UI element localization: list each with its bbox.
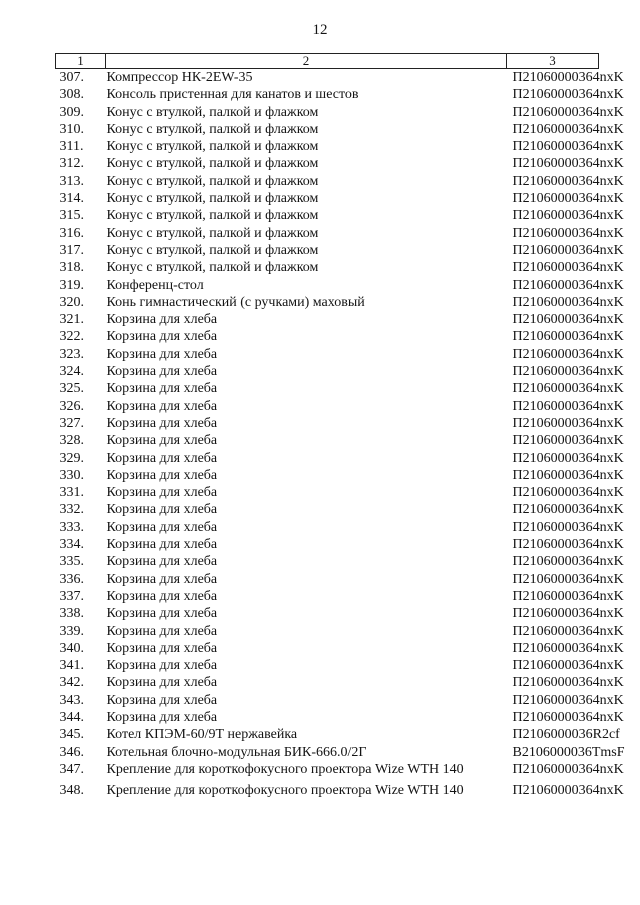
table-row <box>56 294 599 311</box>
row-code: П21060000364nxK <box>512 658 624 674</box>
row-number: 337. <box>59 588 84 604</box>
row-code: П21060000364nxK <box>512 312 624 328</box>
row-number: 327. <box>59 415 84 431</box>
table-row <box>56 190 599 207</box>
table-row <box>56 605 599 622</box>
row-number: 339. <box>59 623 84 639</box>
table-row <box>56 709 599 726</box>
row-code: П21060000364nxK <box>512 398 624 414</box>
row-item-name: Корзина для хлеба <box>106 675 218 691</box>
header-col-code: 3 <box>507 54 599 69</box>
table-row <box>56 121 599 138</box>
row-number: 342. <box>59 675 84 691</box>
row-item-name: Конь гимнастический (с ручками) маховый <box>106 294 365 310</box>
row-number: 340. <box>59 640 84 656</box>
row-number: 316. <box>59 225 84 241</box>
row-number: 346. <box>59 744 84 760</box>
table-row <box>56 657 599 674</box>
row-number: 313. <box>59 173 84 189</box>
row-item-name: Корзина для хлеба <box>106 467 218 483</box>
table-row <box>56 86 599 103</box>
row-code: П21060000364nxK <box>512 191 624 207</box>
row-number: 307. <box>59 70 84 85</box>
row-number: 317. <box>59 242 84 258</box>
row-number: 315. <box>59 208 84 224</box>
table-row <box>56 571 599 588</box>
row-item-name: Корзина для хлеба <box>106 485 218 501</box>
row-item-name: Корзина для хлеба <box>106 571 218 587</box>
table-row <box>56 346 599 363</box>
row-code: П2106000036R2cf <box>512 727 620 743</box>
row-item-name: Конус с втулкой, палкой и флажком <box>106 191 319 207</box>
row-number: 310. <box>59 121 84 137</box>
row-number: 345. <box>59 727 84 743</box>
row-number: 318. <box>59 260 84 276</box>
table-row <box>56 553 599 570</box>
table-row <box>56 69 599 87</box>
row-item-name: Компрессор НК-2EW-35 <box>106 70 253 85</box>
row-number: 332. <box>59 502 84 518</box>
row-code: П21060000364nxK <box>512 70 624 85</box>
table-row <box>56 173 599 190</box>
row-item-name: Корзина для хлеба <box>106 312 218 328</box>
row-code: П21060000364nxK <box>512 156 624 172</box>
table-row <box>56 674 599 691</box>
table-row <box>56 501 599 518</box>
row-code: П21060000364nxK <box>512 692 624 708</box>
registry-table <box>55 53 625 799</box>
row-code: П21060000364nxK <box>512 364 624 380</box>
row-code: П21060000364nxK <box>512 121 624 137</box>
row-item-name: Конус с втулкой, палкой и флажком <box>106 139 319 155</box>
row-code: П21060000364nxK <box>512 502 624 518</box>
table-row <box>56 467 599 484</box>
table-row <box>56 450 599 467</box>
row-item-name: Корзина для хлеба <box>106 381 218 397</box>
row-number: 328. <box>59 433 84 449</box>
row-code: П21060000364nxK <box>512 104 624 120</box>
table-row <box>56 242 599 259</box>
row-number: 326. <box>59 398 84 414</box>
table-row <box>56 380 599 397</box>
row-item-name: Крепление для короткофокусного проектора Wize WTH 140 <box>106 761 464 777</box>
row-number: 336. <box>59 571 84 587</box>
row-item-name: Конус с втулкой, палкой и флажком <box>106 156 319 172</box>
row-code: П21060000364nxK <box>512 260 624 276</box>
row-number: 341. <box>59 658 84 674</box>
row-number: 312. <box>59 156 84 172</box>
row-item-name: Корзина для хлеба <box>106 658 218 674</box>
row-item-name: Корзина для хлеба <box>106 415 218 431</box>
row-item-name: Конус с втулкой, палкой и флажком <box>106 208 319 224</box>
table-row <box>56 225 599 242</box>
row-item-name: Конус с втулкой, палкой и флажком <box>106 173 319 189</box>
row-item-name: Корзина для хлеба <box>106 346 218 362</box>
row-number: 325. <box>59 381 84 397</box>
row-item-name: Корзина для хлеба <box>106 709 218 725</box>
row-number: 344. <box>59 709 84 725</box>
row-item-name: Корзина для хлеба <box>106 433 218 449</box>
table-row <box>56 726 599 743</box>
row-item-name: Конференц-стол <box>106 277 204 293</box>
row-code: П21060000364nxK <box>512 571 624 587</box>
row-number: 311. <box>59 139 84 155</box>
table-row <box>56 398 599 415</box>
table-row <box>56 519 599 536</box>
row-code: П21060000364nxK <box>512 87 624 103</box>
row-code: В2106000036TmsF <box>512 744 625 760</box>
table-row <box>56 138 599 155</box>
row-number: 329. <box>59 450 84 466</box>
table-row <box>56 778 599 799</box>
row-number: 309. <box>59 104 84 120</box>
table-row <box>56 277 599 294</box>
table-body <box>56 69 625 800</box>
table-row <box>56 363 599 380</box>
row-code: П21060000364nxK <box>512 537 624 553</box>
row-code: П21060000364nxK <box>512 588 624 604</box>
row-item-name: Корзина для хлеба <box>106 450 218 466</box>
table-row <box>56 311 599 328</box>
row-code: П21060000364nxK <box>512 208 624 224</box>
row-item-name: Корзина для хлеба <box>106 519 218 535</box>
header-col-name: 2 <box>106 54 507 69</box>
row-code: П21060000364nxK <box>512 277 624 293</box>
row-item-name: Консоль пристенная для канатов и шестов <box>106 87 359 103</box>
row-number: 348. <box>59 783 84 799</box>
row-item-name: Корзина для хлеба <box>106 537 218 553</box>
row-code: П21060000364nxK <box>512 485 624 501</box>
row-number: 323. <box>59 346 84 362</box>
row-item-name: Конус с втулкой, палкой и флажком <box>106 260 319 276</box>
table-row <box>56 536 599 553</box>
row-number: 347. <box>59 761 84 777</box>
row-code: П21060000364nxK <box>512 346 624 362</box>
row-item-name: Корзина для хлеба <box>106 692 218 708</box>
row-number: 331. <box>59 485 84 501</box>
table-row <box>56 692 599 709</box>
header-col-number: 1 <box>56 54 106 69</box>
table-row <box>56 259 599 276</box>
table-header <box>56 54 599 69</box>
table-row <box>56 761 599 778</box>
row-number: 330. <box>59 467 84 483</box>
row-item-name: Конус с втулкой, палкой и флажком <box>106 242 319 258</box>
row-item-name: Котел КПЭМ-60/9Т нержавейка <box>106 727 298 743</box>
row-code: П21060000364nxK <box>512 139 624 155</box>
table-row <box>56 207 599 224</box>
row-number: 338. <box>59 606 84 622</box>
row-item-name: Корзина для хлеба <box>106 588 218 604</box>
row-code: П21060000364nxK <box>512 709 624 725</box>
row-item-name: Крепление для короткофокусного проектора Wize WTH 140 <box>106 783 464 799</box>
table-row <box>56 640 599 657</box>
row-number: 321. <box>59 312 84 328</box>
row-code: П21060000364nxK <box>512 433 624 449</box>
row-code: П21060000364nxK <box>512 606 624 622</box>
row-item-name: Корзина для хлеба <box>106 623 218 639</box>
row-code: П21060000364nxK <box>512 623 624 639</box>
table-row <box>56 588 599 605</box>
row-code: П21060000364nxK <box>512 415 624 431</box>
row-code: П21060000364nxK <box>512 450 624 466</box>
row-number: 320. <box>59 294 84 310</box>
row-code: П21060000364nxK <box>512 294 624 310</box>
table-row <box>56 484 599 501</box>
row-item-name: Корзина для хлеба <box>106 502 218 518</box>
row-number: 314. <box>59 191 84 207</box>
header-row <box>56 54 599 69</box>
table-row <box>56 415 599 432</box>
page-number: 12 <box>312 22 328 38</box>
row-code: П21060000364nxK <box>512 381 624 397</box>
row-code: П21060000364nxK <box>512 467 624 483</box>
row-item-name: Корзина для хлеба <box>106 640 218 656</box>
row-number: 308. <box>59 87 84 103</box>
row-code: П21060000364nxK <box>512 519 624 535</box>
row-code: П21060000364nxK <box>512 640 624 656</box>
row-number: 319. <box>59 277 84 293</box>
row-code: П21060000364nxK <box>512 173 624 189</box>
row-item-name: Корзина для хлеба <box>106 606 218 622</box>
row-item-name: Корзина для хлеба <box>106 364 218 380</box>
table-row <box>56 623 599 640</box>
row-item-name: Конус с втулкой, палкой и флажком <box>106 225 319 241</box>
table-row <box>56 744 599 761</box>
row-code: П21060000364nxK <box>512 242 624 258</box>
table-row <box>56 104 599 121</box>
row-number: 333. <box>59 519 84 535</box>
table-row <box>56 155 599 172</box>
row-item-name: Котельная блочно-модульная БИК-666.0/2Г <box>106 744 367 760</box>
row-item-name: Конус с втулкой, палкой и флажком <box>106 121 319 137</box>
row-code: П21060000364nxK <box>512 329 624 345</box>
row-item-name: Конус с втулкой, палкой и флажком <box>106 104 319 120</box>
row-item-name: Корзина для хлеба <box>106 398 218 414</box>
row-number: 334. <box>59 537 84 553</box>
table-row <box>56 328 599 345</box>
row-item-name: Корзина для хлеба <box>106 554 218 570</box>
row-item-name: Корзина для хлеба <box>106 329 218 345</box>
row-number: 324. <box>59 364 84 380</box>
row-code: П21060000364nxK <box>512 761 624 777</box>
row-number: 343. <box>59 692 84 708</box>
row-number: 322. <box>59 329 84 345</box>
table-row <box>56 432 599 449</box>
row-code: П21060000364nxK <box>512 554 624 570</box>
row-number: 335. <box>59 554 84 570</box>
row-code: П21060000364nxK <box>512 675 624 691</box>
row-code: П21060000364nxK <box>512 225 624 241</box>
row-code: П21060000364nxK <box>512 783 624 799</box>
